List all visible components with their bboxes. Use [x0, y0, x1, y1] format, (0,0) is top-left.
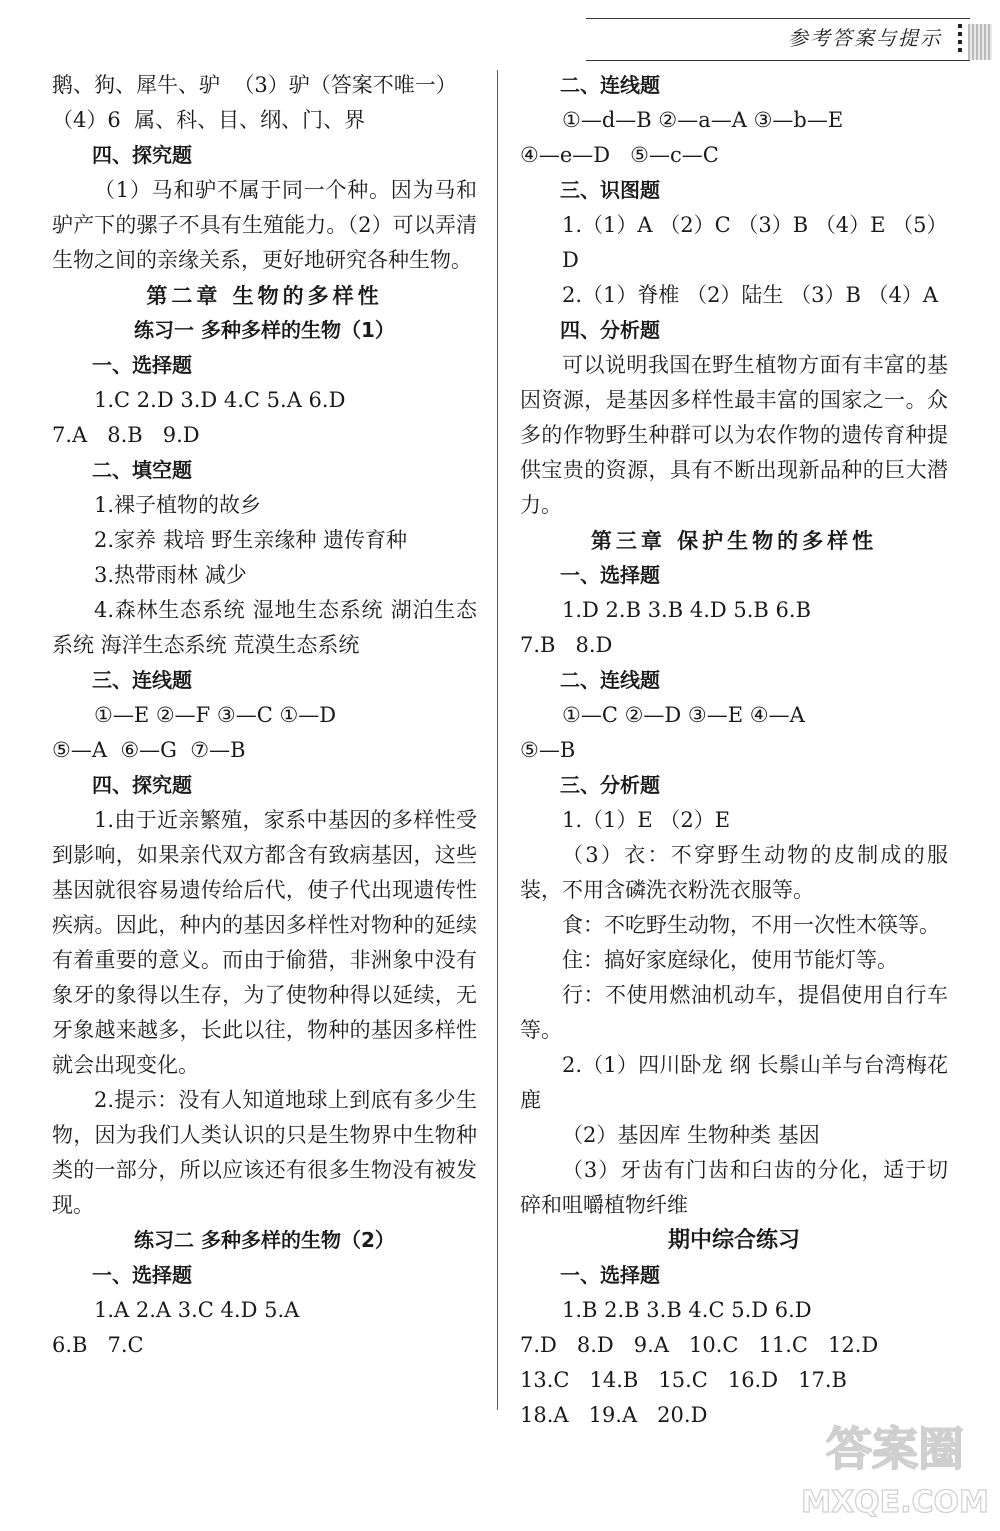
right-para-21: 2.（1）四川卧龙 纲 长鬃山羊与台湾梅花鹿: [520, 1053, 948, 1112]
right-heading-12: 二、连线题: [560, 668, 660, 692]
watermark-logo: [800, 1400, 990, 1525]
right-line-29: 18.A 19.A 20.D: [520, 1403, 708, 1427]
header-tab-decoration: [968, 24, 992, 60]
left-heading-9: 二、填空题: [92, 458, 192, 482]
right-heading-15: 三、分析题: [560, 773, 660, 797]
right-heading-3: 三、识图题: [560, 178, 660, 202]
right-heading-25: 一、选择题: [560, 1263, 660, 1287]
left-para-3: （1）马和驴不属于同一个种。因为马和驴产下的骡子不具有生殖能力。（2）可以弄清生物之间的亲缘关系，更好地研究各种生物。: [52, 178, 477, 272]
right-heading-0: 二、连线题: [560, 73, 660, 97]
left-line-16: ⑤—A ⑥—G ⑦—B: [52, 738, 246, 762]
right-para-22: （2）基因库 生物种类 基因: [562, 1123, 820, 1147]
left-heading-21: 一、选择题: [92, 1263, 192, 1287]
right-chapter-8: 第三章 保护生物的多样性: [590, 528, 878, 553]
left-para-19: 2.提示：没有人知道地球上到底有多少生物，因为我们人类认识的只是生物界中生物种类的一部分，所以应该还有很多生物没有被发现。: [52, 1088, 477, 1217]
left-para-18: 1.由于近亲繁殖，家系中基因的多样性受到影响，如果亲代双方都含有致病基因，这些基因就很容易遗传给后代，使子代出现遗传性疾病。因此，种内的基因多样性对物种的延续有着重要的意义。而由于偷猎，非洲象中没有象牙的象得以生存，为了使物种得以延续，无牙象越来越多，长此以往，物种的基因多样性就会出现变化。: [52, 808, 477, 1077]
column-divider: [497, 70, 498, 1410]
right-para-7: 可以说明我国在野生植物方面有丰富的基因资源，是基因多样性最丰富的国家之一。众多的作物野生种群可以为农作物的遗传育种提供宝贵的资源，具有不断出现新品种的巨大潜力。: [520, 353, 948, 517]
left-line-1: （4）6 属、科、目、纲、门、界: [52, 108, 366, 132]
right-para-20: 行：不使用燃油机动车，提倡使用自行车等。: [520, 983, 948, 1042]
left-line-8: 7.A 8.B 9.D: [52, 423, 200, 447]
right-line-27: 7.D 8.D 9.A 10.C 11.C 12.D: [520, 1333, 879, 1357]
right-mid-24: 期中综合练习: [667, 1228, 800, 1253]
left-indent-15: ①—E ②—F ③—C ①—D: [94, 703, 337, 727]
right-line-11: 7.B 8.D: [520, 633, 613, 657]
right-line-28: 13.C 14.B 15.C 16.D 17.B: [520, 1368, 847, 1392]
left-indent-12: 3.热带雨林 减少: [94, 563, 247, 587]
header-dots-decoration: [958, 24, 962, 56]
left-indent-22: 1.A 2.A 3.C 4.D 5.A: [94, 1298, 300, 1322]
left-indent-11: 2.家养 栽培 野生亲缘种 遗传育种: [94, 528, 408, 552]
header-title: 参考答案与提示: [788, 26, 942, 50]
right-indent-16: 1.（1）E （2）E: [562, 808, 731, 832]
right-indent-10: 1.D 2.B 3.B 4.D 5.B 6.B: [562, 598, 811, 622]
left-indent-7: 1.C 2.D 3.D 4.C 5.A 6.D: [94, 388, 346, 412]
left-heading-17: 四、探究题: [92, 773, 192, 797]
left-line-0: 鹅、狗、犀牛、驴 （3）驴（答案不唯一）: [52, 73, 457, 97]
left-exercise-5: 练习一 多种多样的生物（1）: [134, 318, 395, 342]
page-header: [586, 0, 1000, 62]
left-line-23: 6.B 7.C: [52, 1333, 144, 1357]
right-heading-6: 四、分析题: [560, 318, 660, 342]
right-indent-4: 1.（1）A （2）C （3）B （4）E （5）D: [562, 213, 948, 272]
right-indent-5: 2.（1）脊椎 （2）陆生 （3）B （4）A: [562, 283, 939, 307]
header-rule-bottom: [586, 60, 970, 61]
right-line-2: ④—e—D ⑤—c—C: [520, 143, 719, 167]
left-chapter-4: 第二章 生物的多样性: [146, 283, 383, 308]
right-heading-9: 一、选择题: [560, 563, 660, 587]
header-rule-top: [586, 18, 970, 19]
left-heading-2: 四、探究题: [92, 143, 192, 167]
right-para-23: （3）牙齿有门齿和臼齿的分化，适于切碎和咀嚼植物纤维: [520, 1158, 948, 1217]
right-column: [520, 68, 948, 1433]
left-para-13: 4.森林生态系统 湿地生态系统 湖泊生态系统 海洋生态系统 荒漠生态系统: [52, 598, 477, 657]
right-indent-1: ①—d—B ②—a—A ③—b—E: [562, 108, 844, 132]
right-line-14: ⑤—B: [520, 738, 576, 762]
left-column: [52, 68, 477, 1363]
right-para-17: （3）衣：不穿野生动物的皮制成的服装，不用含磷洗衣粉洗衣服等。: [520, 843, 948, 902]
left-heading-6: 一、选择题: [92, 353, 192, 377]
left-indent-10: 1.裸子植物的故乡: [94, 493, 262, 517]
right-indent-26: 1.B 2.B 3.B 4.C 5.D 6.D: [562, 1298, 812, 1322]
left-exercise-20: 练习二 多种多样的生物（2）: [134, 1228, 395, 1252]
watermark-text-url: MXQE.COM: [801, 1485, 989, 1520]
watermark-text-main: 答案圈: [826, 1422, 964, 1476]
right-para-18: 食：不吃野生动物，不用一次性木筷等。: [562, 913, 940, 937]
right-indent-13: ①—C ②—D ③—E ④—A: [562, 703, 805, 727]
left-heading-14: 三、连线题: [92, 668, 192, 692]
right-para-19: 住：搞好家庭绿化，使用节能灯等。: [562, 948, 898, 972]
